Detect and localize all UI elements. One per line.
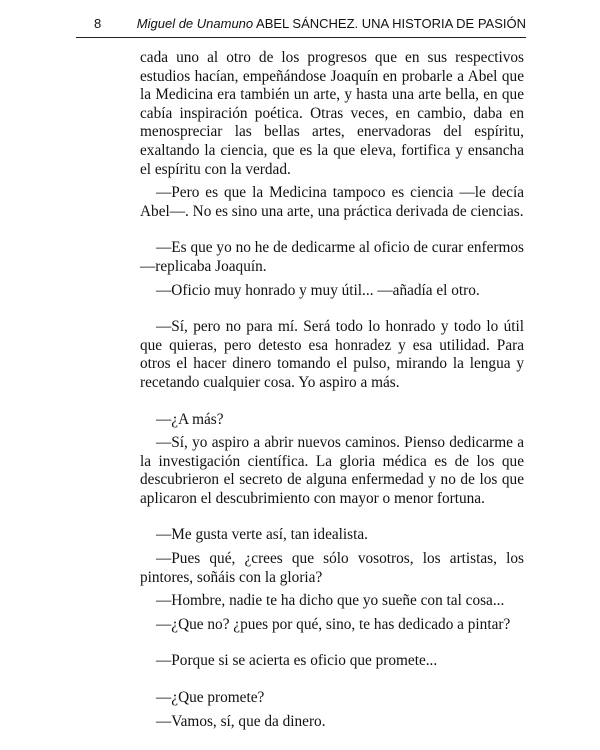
paragraph: —¿Que promete? <box>156 689 265 707</box>
paragraph: —Es que yo no he de dedicarme al oficio de curar enfermos —replicaba Joaquín. <box>140 239 524 275</box>
running-header <box>76 16 526 38</box>
paragraph: cada uno al otro de los progresos que en sus respectivos estudios hacían, empeñándose Joaquín en probarle a Abel que la Medicina era también un arte, y hasta una arte bella, en que cabía inspiración poética. Otras veces, en cambio, daba en menospreciar las bellas artes, enervadoras del espíritu, exaltando la ciencia, que es la que eleva, fortifica y ensancha el espíritu con la verdad. <box>140 49 524 178</box>
page-number: 8 <box>94 16 102 31</box>
page-body <box>140 49 524 731</box>
paragraph: —Pero es que la Medicina tampoco es ciencia —le decía Abel—. No es sino una arte, una práctica derivada de ciencias. <box>140 184 524 220</box>
header-rule <box>76 37 526 38</box>
paragraph: —Pues qué, ¿crees que sólo vosotros, los artistas, los pintores, soñáis con la gloria? <box>140 550 524 586</box>
paragraph: —Porque si se acierta es oficio que promete... <box>156 652 438 670</box>
paragraph: —¿A más? <box>156 410 224 428</box>
paragraph: —Sí, pero no para mí. Será todo lo honrado y todo lo útil que quieras, pero detesto esa honradez y esa utilidad. Para otros el hacer dinero tomando el pulso, mirando la lengua y recetando cualquier cosa. Yo aspiro a más. <box>140 318 524 391</box>
running-title <box>137 16 526 31</box>
book-title: ABEL SÁNCHEZ. UNA HISTORIA DE PASIÓN <box>256 16 526 31</box>
paragraph: —Hombre, nadie te ha dicho que yo sueñe con tal cosa... <box>156 592 505 610</box>
author-name: Miguel de Unamuno <box>136 16 254 31</box>
paragraph: —Oficio muy honrado y muy útil... —añadía el otro. <box>156 281 480 299</box>
paragraph: —Vamos, sí, que da dinero. <box>156 712 326 730</box>
paragraph: —¿Que no? ¿pues por qué, sino, te has dedicado a pintar? <box>156 615 511 633</box>
paragraph: —Sí, yo aspiro a abrir nuevos caminos. Pienso dedicarme a la investigación científica. La gloria médica es de los que descubrieron el secreto de alguna enfermedad y no de los que aplicaron el descubrimiento con mayor o menor fortuna. <box>140 434 524 507</box>
paragraph: —Me gusta verte así, tan idealista. <box>156 526 368 544</box>
